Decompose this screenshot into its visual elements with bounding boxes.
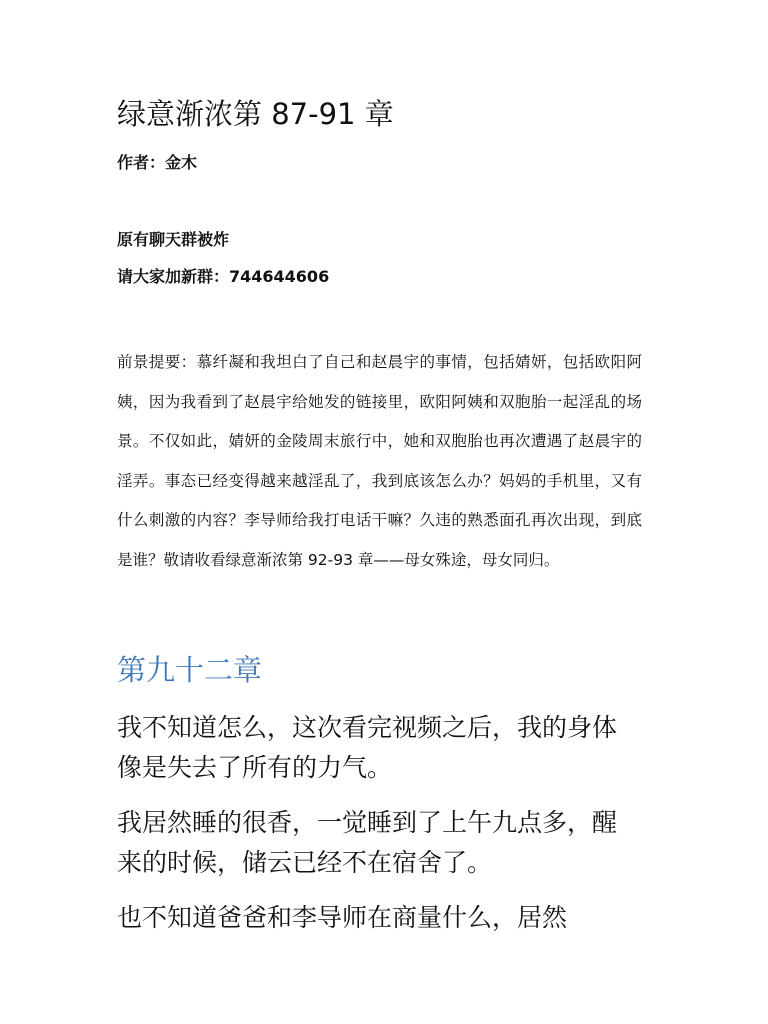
chapter-heading: 第九十二章 (117, 653, 263, 687)
summary-paragraph: 前景提要：慕纤凝和我坦白了自己和赵晨宇的事情，包括婧妍，包括欧阳阿姨，因为我看到了赵晨宇给她发的链接里，欧阳阿姨和双胞胎一起淫乱的场景。不仅如此，婧妍的金陵周末旅行中，她和双胞胎也再次遭遇了赵晨宇的淫弄。事态已经变得越来越淫乱了，我到底该怎么办？妈妈的手机里，又有什么刺激的内容？李导师给我打电话干嘛？久违的熟悉面孔再次出现，到底是谁？敬请收看绿意渐浓第 92-93 章——母女殊途，母女同归。 (117, 353, 642, 569)
notice-line: 原有聊天群被炸 (117, 230, 230, 249)
body-paragraph: 也不知道爸爸和李导师在商量什么，居然 (117, 903, 568, 932)
document-title: 绿意渐浓第 87-91 章 (117, 97, 394, 131)
body-paragraph: 我居然睡的很香，一觉睡到了上午九点多，醒来的时候，储云已经不在宿舍了。 (117, 808, 618, 877)
group-number-line: 请大家加新群：744644606 (117, 267, 330, 286)
body-paragraph: 我不知道怎么，这次看完视频之后，我的身体像是失去了所有的力气。 (117, 713, 618, 782)
author-line: 作者：金木 (117, 153, 198, 172)
